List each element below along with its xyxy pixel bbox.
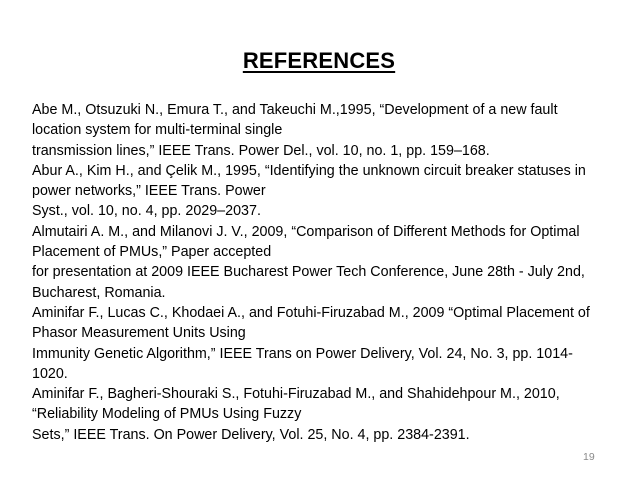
reference-line: 1020. (32, 365, 68, 382)
reference-line: Abe M., Otsuzuki N., Emura T., and Takeuchi M.,1995, “Development of a new fault (32, 102, 558, 118)
reference-line: Syst., vol. 10, no. 4, pp. 2029–2037. (32, 203, 261, 220)
reference-line: transmission lines,” IEEE Trans. Power Del., vol. 10, no. 1, pp. 159–168. (32, 142, 490, 159)
reference-line: Sets,” IEEE Trans. On Power Delivery, Vol. 25, No. 4, pp. 2384-2391. (32, 426, 470, 443)
slide-title: REFERENCES (242, 48, 396, 73)
reference-line: Aminifar F., Bagheri-Shouraki S., Fotuhi-Firuzabad M., and Shahidehpour M., 2010, (32, 386, 560, 403)
slide-title-wrapper (0, 48, 638, 74)
reference-line: Bucharest, Romania. (32, 284, 166, 301)
reference-line: Phasor Measurement Units Using (32, 325, 246, 342)
reference-line: power networks,” IEEE Trans. Power (32, 183, 266, 200)
reference-line: “Reliability Modeling of PMUs Using Fuzzy (32, 406, 302, 423)
reference-line: Almutairi A. M., and Milanovi J. V., 2009, “Comparison of Different Methods for Optimal (32, 223, 580, 240)
reference-line: Aminifar F., Lucas C., Khodaei A., and Fotuhi-Firuzabad M., 2009 “Optimal Placement of (32, 304, 590, 321)
references-list (32, 100, 622, 445)
page-number: 19 (583, 451, 595, 463)
reference-line: location system for multi-terminal single (32, 122, 283, 139)
reference-line: Placement of PMUs,” Paper accepted (32, 244, 272, 261)
reference-line: Abur A., Kim H., and Çelik M., 1995, “Identifying the unknown circuit breaker statuses in (32, 162, 586, 179)
reference-line: Immunity Genetic Algorithm,” IEEE Trans on Power Delivery, Vol. 24, No. 3, pp. 1014- (32, 345, 573, 362)
reference-line: for presentation at 2009 IEEE Bucharest Power Tech Conference, June 28th - July 2nd, (32, 264, 585, 281)
